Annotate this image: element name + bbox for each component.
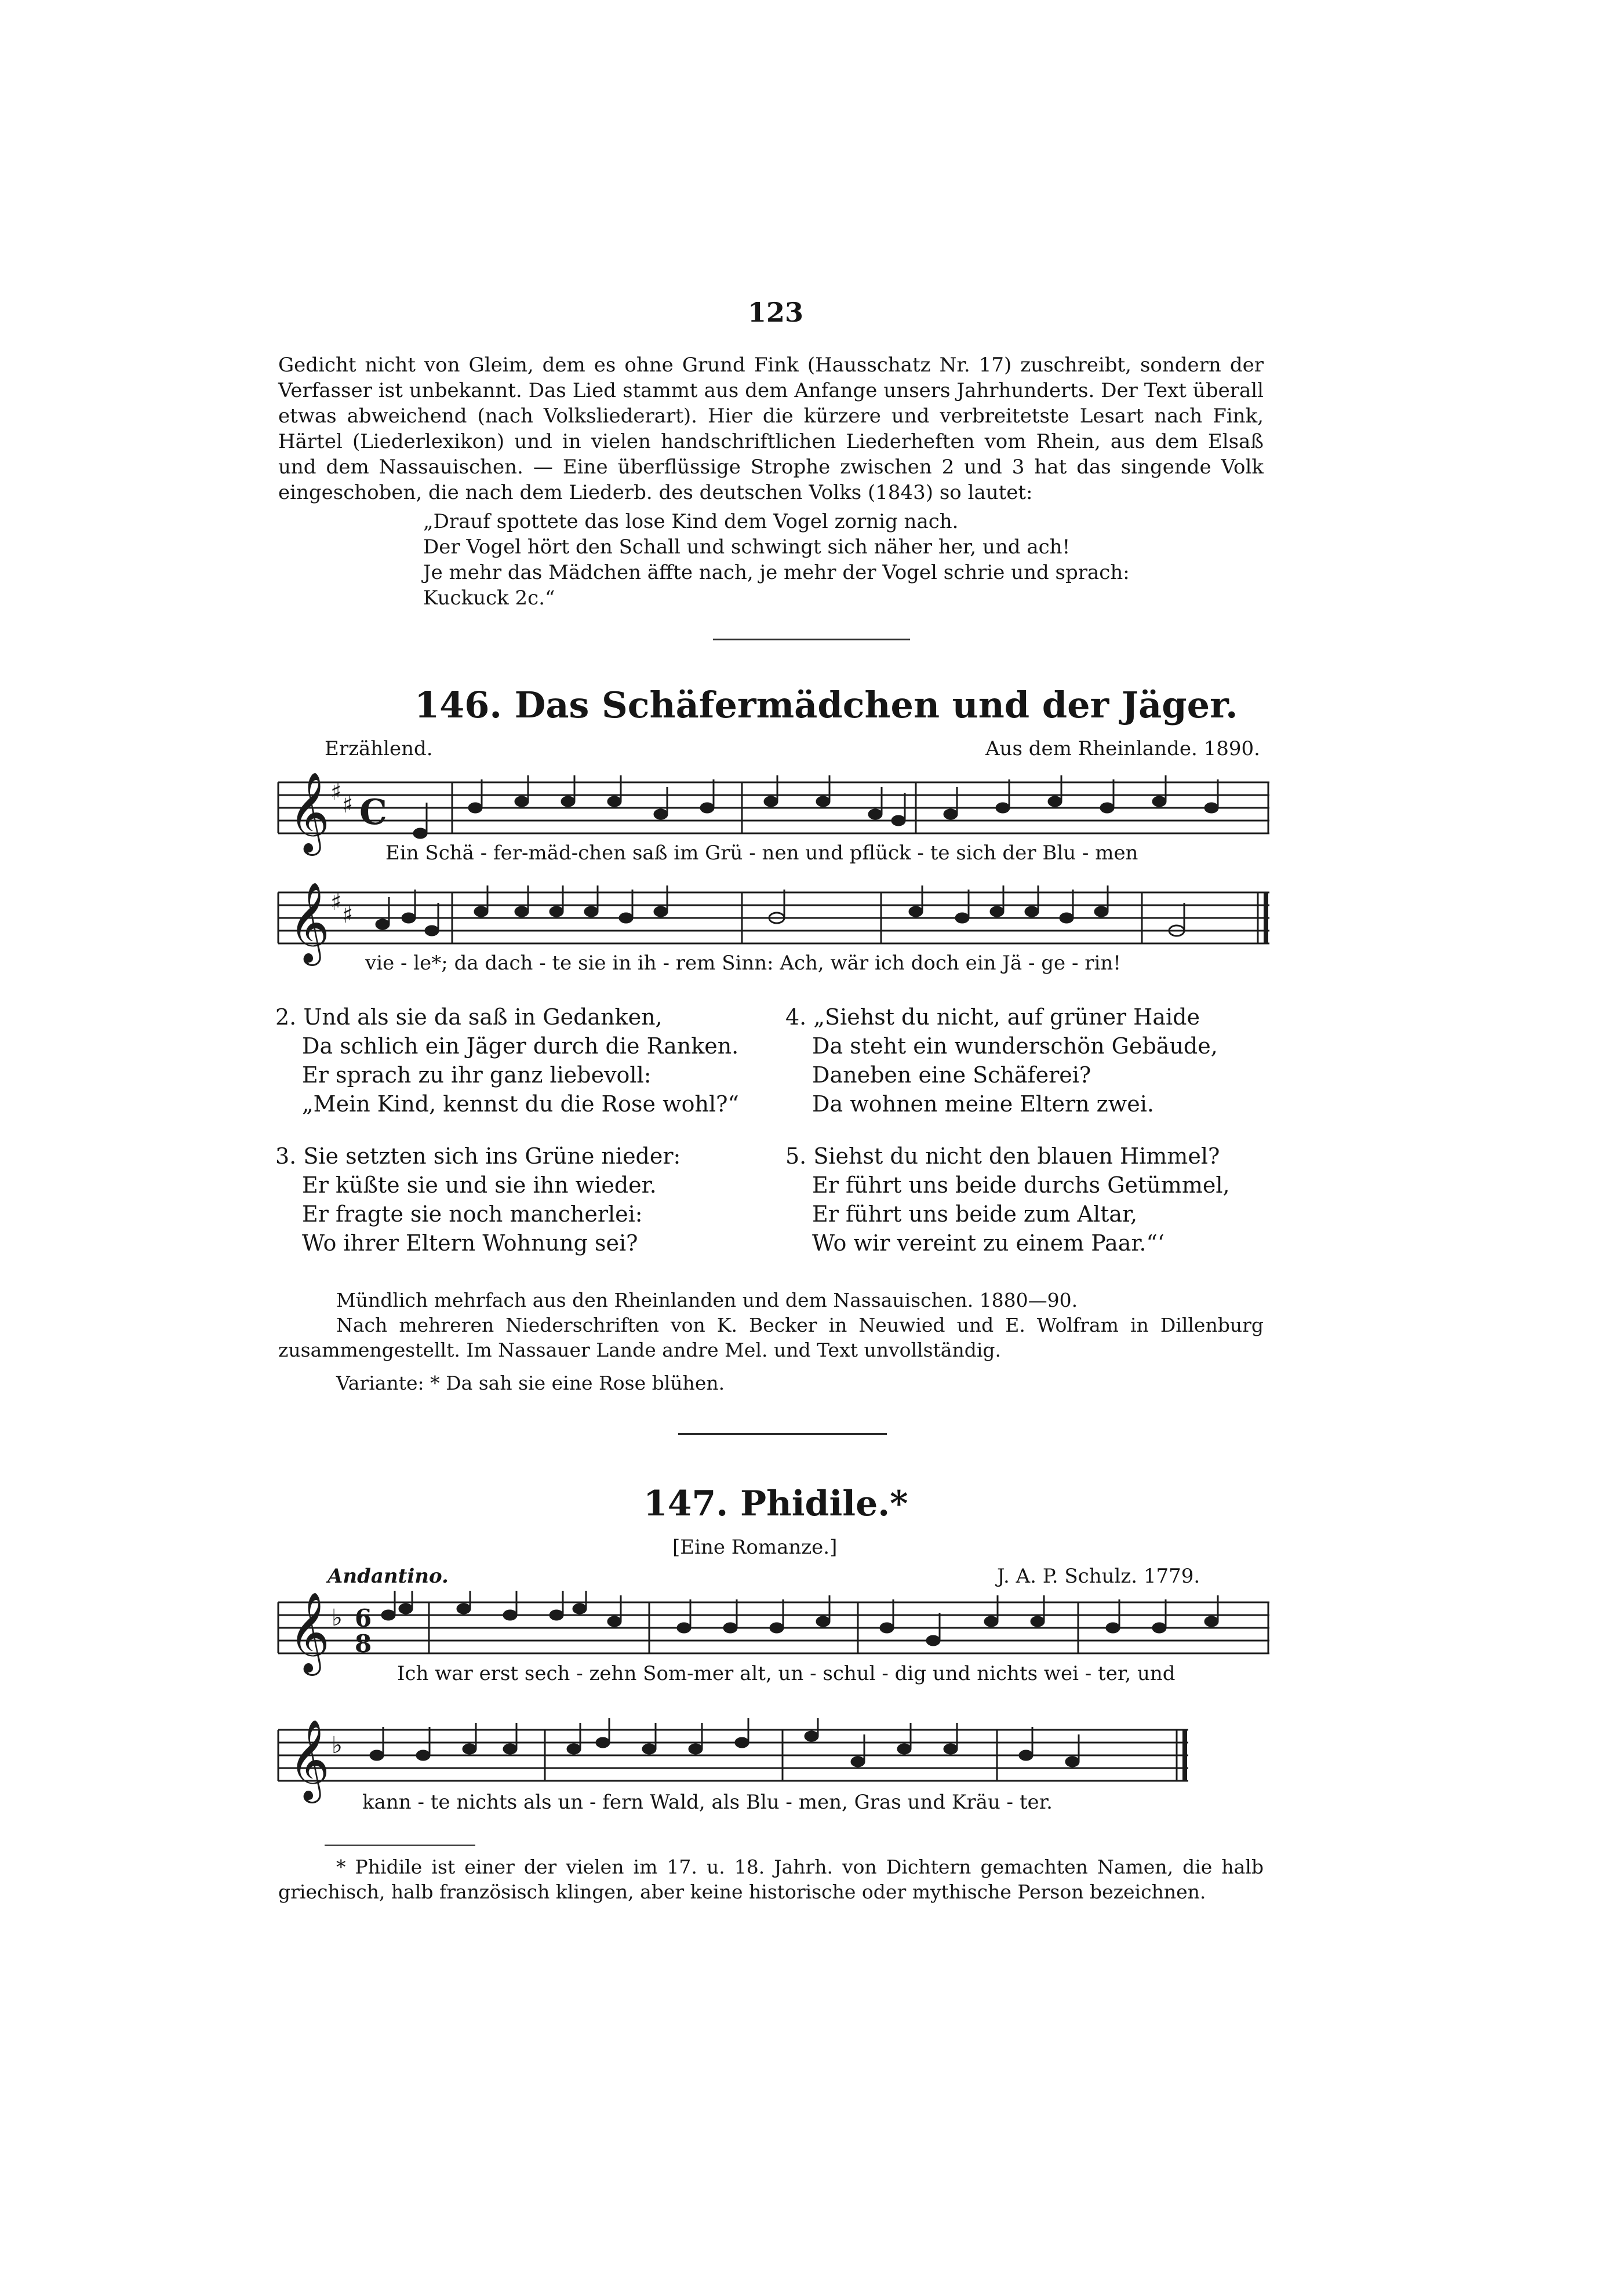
song-147-lyrics-1: Ich war erst sech - zehn Som-mer alt, un - schul - dig und nichts wei - ter, und [397, 1662, 1176, 1685]
verse-2 [275, 1003, 739, 1118]
time-signature-top: 6 [355, 1604, 372, 1632]
song-146-title: 146. Das Schäfermädchen und der Jäger. [414, 684, 1238, 726]
song-147-tempo: Andantino. [327, 1565, 449, 1588]
quoted-strophe [423, 509, 1293, 611]
verse-line: Er führt uns beide zum Altar, [812, 1201, 1138, 1227]
svg-text:♯: ♯ [330, 889, 342, 916]
footnote-divider [325, 1845, 475, 1846]
verse-line: Da schlich ein Jäger durch die Ranken. [302, 1033, 739, 1059]
quote-line: „Drauf spottete das lose Kind dem Vogel zornig nach. [423, 510, 959, 533]
source-note: Nach mehreren Niederschriften von K. Becker in Neuwied und E. Wolfram in Dillenburg zusammengestellt. Im Nassauer Lande andre Mel. und Text unvollständig. [278, 1314, 1264, 1361]
svg-text:♯: ♯ [342, 792, 354, 818]
song-147-composer: J. A. P. Schulz. 1779. [997, 1565, 1200, 1588]
svg-text:♭: ♭ [332, 1605, 343, 1631]
verse-line: Da wohnen meine Eltern zwei. [812, 1091, 1154, 1117]
quote-line: Kuckuck 2c.“ [423, 586, 555, 610]
svg-text:𝄞: 𝄞 [289, 1592, 330, 1672]
svg-text:𝄞: 𝄞 [289, 882, 330, 963]
svg-text:𝄞: 𝄞 [289, 1719, 330, 1800]
intro-paragraph: Gedicht nicht von Gleim, dem es ohne Grund Fink (Hausschatz Nr. 17) zuschreibt, sondern der Verfasser ist unbekannt. Das Lied stammt aus dem Anfange unsers Jahrhunderts. Der Text überall etwas abweichend (nach Volksliederart). Hier die kürzere und verbreitetste Lesart nach Fink, Härtel (Liederlexikon) und in vielen handschriftlichen Liederheften vom Rhein, aus dem Elsaß und dem Nassauischen. — Eine überflüssige Strophe zwischen 2 und 3 hat das singende Volk eingeschoben, die nach dem Liederb. des deutschen Volks (1843) so lautet: [278, 353, 1264, 504]
svg-text:♯: ♯ [342, 902, 354, 928]
song-146-lyrics-1: Ein Schä - fer-mäd-chen saß im Grü - nen und pflück - te sich der Blu - men [385, 841, 1138, 865]
verse-line: Wo wir vereint zu einem Paar.“‘ [812, 1230, 1165, 1256]
song-147-staff-2 [278, 1718, 1188, 1800]
verse-line: Er küßte sie und sie ihn wieder. [302, 1172, 657, 1198]
song-146-tempo: Erzählend. [325, 737, 433, 760]
page-number: 123 [748, 297, 804, 328]
variant-note: Variante: * Da sah sie eine Rose blühen. [336, 1372, 725, 1394]
verse-line: Siehst du nicht den blauen Himmel? [813, 1143, 1220, 1169]
verse-number: 4. [785, 1004, 807, 1030]
song-146-lyrics-2: vie - le*; da dach - te sie in ih - rem Sinn: Ach, wär ich doch ein Jä - ge - rin! [365, 952, 1121, 975]
svg-text:C: C [359, 792, 387, 833]
verse-line: Er sprach zu ihr ganz liebevoll: [302, 1062, 652, 1088]
song-147-title: 147. Phidile.* [643, 1484, 908, 1524]
song-146-notes [278, 1288, 1264, 1395]
song-147-staff-1 [278, 1591, 1269, 1672]
verse-line: Er fragte sie noch mancherlei: [302, 1201, 643, 1227]
svg-text:♯: ♯ [330, 779, 342, 806]
verse-number: 3. [275, 1143, 297, 1169]
song-146-staff-2 [278, 881, 1269, 963]
song-146-source: Aus dem Rheinlande. 1890. [985, 737, 1260, 760]
footnote-text: * Phidile ist einer der vielen im 17. u. 18. Jahrh. von Dichtern gemachten Namen, die halb griechisch, halb französisch klingen, aber keine historische oder mythische Person bezeichnen. [278, 1856, 1264, 1903]
verse-4 [785, 1003, 1218, 1118]
song-146-staff-1 [278, 771, 1269, 852]
verse-number: 5. [785, 1143, 807, 1169]
svg-text:♭: ♭ [332, 1732, 343, 1759]
verse-line: Er führt uns beide durchs Getümmel, [812, 1172, 1230, 1198]
verse-line: Daneben eine Schäferei? [812, 1062, 1091, 1088]
quote-line: Je mehr das Mädchen äffte nach, je mehr der Vogel schrie und sprach: [423, 561, 1130, 584]
verse-3 [275, 1142, 681, 1258]
source-note: Mündlich mehrfach aus den Rheinlanden und dem Nassauischen. 1880—90. [336, 1289, 1078, 1311]
section-divider [713, 639, 910, 640]
song-147-lyrics-2: kann - te nichts als un - fern Wald, als Blu - men, Gras und Kräu - ter. [362, 1791, 1053, 1814]
section-divider [678, 1433, 887, 1435]
verse-line: Wo ihrer Eltern Wohnung sei? [302, 1230, 638, 1256]
verse-number: 2. [275, 1004, 297, 1030]
svg-text:𝄞: 𝄞 [289, 772, 330, 852]
time-signature-bottom: 8 [355, 1630, 372, 1658]
footnote [278, 1854, 1264, 1904]
quote-line: Der Vogel hört den Schall und schwingt sich näher her, und ach! [423, 535, 1071, 559]
verse-line: „Mein Kind, kennst du die Rose wohl?“ [302, 1091, 739, 1117]
song-147-subtitle: [Eine Romanze.] [672, 1536, 838, 1559]
verse-line: „Siehst du nicht, auf grüner Haide [813, 1004, 1200, 1030]
verse-line: Da steht ein wunderschön Gebäude, [812, 1033, 1218, 1059]
verse-5 [785, 1142, 1230, 1258]
verse-line: Und als sie da saß in Gedanken, [303, 1004, 663, 1030]
verse-line: Sie setzten sich ins Grüne nieder: [303, 1143, 681, 1169]
